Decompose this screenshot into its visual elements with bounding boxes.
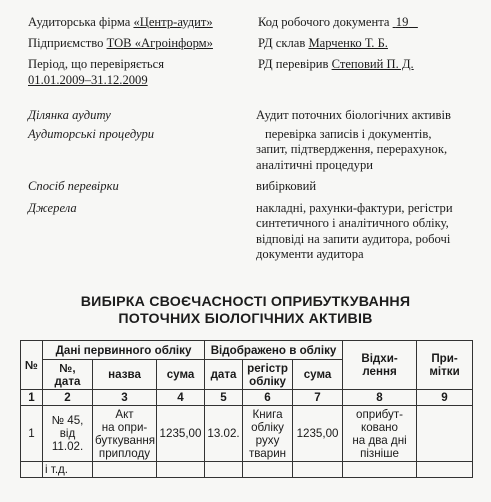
procedures-value: перевірка записів і документів, запит, підтвердження, перерахунок, аналітичні процедури [256, 126, 448, 172]
method-label: Спосіб перевірки [28, 179, 119, 193]
title-line-1: ВИБІРКА СВОЄЧАСНОСТІ ОПРИБУТКУВАННЯ [80, 294, 411, 310]
enterprise-label: Підприємство [28, 36, 104, 50]
firm-row [28, 14, 258, 30]
empty-cell [93, 462, 157, 478]
doc-code-row [258, 14, 483, 30]
firm-name: «Центр-аудит» [133, 15, 213, 29]
empty-cell [243, 462, 293, 478]
col-number: 8 [343, 390, 417, 406]
procedures-row [28, 127, 483, 174]
col-number: 2 [43, 390, 93, 406]
header-right [258, 14, 483, 77]
method-row [28, 179, 483, 195]
row-name: Акт на опри- буткування приплоду [93, 406, 157, 462]
empty-cell [21, 462, 43, 478]
row-date: 13.02. [205, 406, 243, 462]
reflected-header: Відображено в обліку [205, 341, 343, 360]
firm-label: Аудиторська фірма [28, 15, 131, 29]
primary-accounting-header: Дані первинного обліку [43, 341, 205, 360]
composed-label: РД склав [258, 36, 306, 50]
period-label: Період, що перевіряється [28, 57, 165, 71]
etc-cell: і т.д. [43, 462, 93, 478]
enterprise-row [28, 35, 258, 51]
empty-cell [157, 462, 205, 478]
audit-info [28, 108, 483, 263]
sum-header-2: сума [293, 360, 343, 390]
col-number: 7 [293, 390, 343, 406]
name-header: назва [93, 360, 157, 390]
empty-cell [293, 462, 343, 478]
row-no: 1 [21, 406, 43, 462]
checked-value: Степовий П. Д. [331, 57, 414, 71]
header-left [28, 14, 258, 88]
col-number: 9 [417, 390, 473, 406]
col-number: 5 [205, 390, 243, 406]
period-value: 01.01.2009–31.12.2009 [28, 73, 148, 87]
col-number: 1 [21, 390, 43, 406]
col-number: 4 [157, 390, 205, 406]
doc-code-value: 19 [395, 15, 409, 29]
sources-row [28, 201, 483, 263]
area-label: Ділянка аудиту [28, 108, 111, 122]
col-number: 6 [243, 390, 293, 406]
composed-value: Марченко Т. Б. [308, 36, 388, 50]
row-no-date: № 45, від 11.02. [43, 406, 93, 462]
empty-cell [205, 462, 243, 478]
sources-value: накладні, рахунки-фактури, регістри синтетичного і аналітичного обліку, відповіді на запити аудитора, робочі документи аудитора [256, 200, 453, 261]
header-row-1 [21, 341, 473, 360]
enterprise-name: ТОВ «Агроінформ» [106, 36, 213, 50]
title-line-2: ПОТОЧНИХ БІОЛОГІЧНИХ АКТИВІВ [118, 311, 373, 327]
row-deviation: оприбут- ковано на два дні пізніше [343, 406, 417, 462]
procedures-label: Аудиторські процедури [28, 126, 155, 141]
checked-label: РД перевірив [258, 57, 329, 71]
row-register: Книга обліку руху тварин [243, 406, 293, 462]
area-row [28, 108, 483, 124]
row-notes [417, 406, 473, 462]
empty-cell [417, 462, 473, 478]
row-sum-2: 1235,00 [293, 406, 343, 462]
notes-header: При- мітки [417, 341, 473, 390]
period-row [28, 56, 258, 88]
composed-row [258, 35, 483, 51]
doc-code-label: Код робочого документа [258, 15, 390, 29]
checked-row [258, 56, 483, 72]
sample-table [20, 340, 473, 478]
deviation-header: Відхи- лення [343, 341, 417, 390]
col-number: 3 [93, 390, 157, 406]
register-header: регістр обліку [243, 360, 293, 390]
sources-label: Джерела [28, 200, 77, 215]
no-date-header: №, дата [43, 360, 93, 390]
area-value: Аудит поточних біологічних активів [256, 108, 451, 122]
empty-cell [343, 462, 417, 478]
date-header: дата [205, 360, 243, 390]
table-row [21, 462, 473, 478]
row-sum-1: 1235,00 [157, 406, 205, 462]
column-numbers-row [21, 390, 473, 406]
sample-title [0, 294, 491, 328]
table-row [21, 406, 473, 462]
col-no-header: № [21, 341, 43, 390]
method-value: вибірковий [256, 179, 317, 193]
sum-header-1: сума [157, 360, 205, 390]
